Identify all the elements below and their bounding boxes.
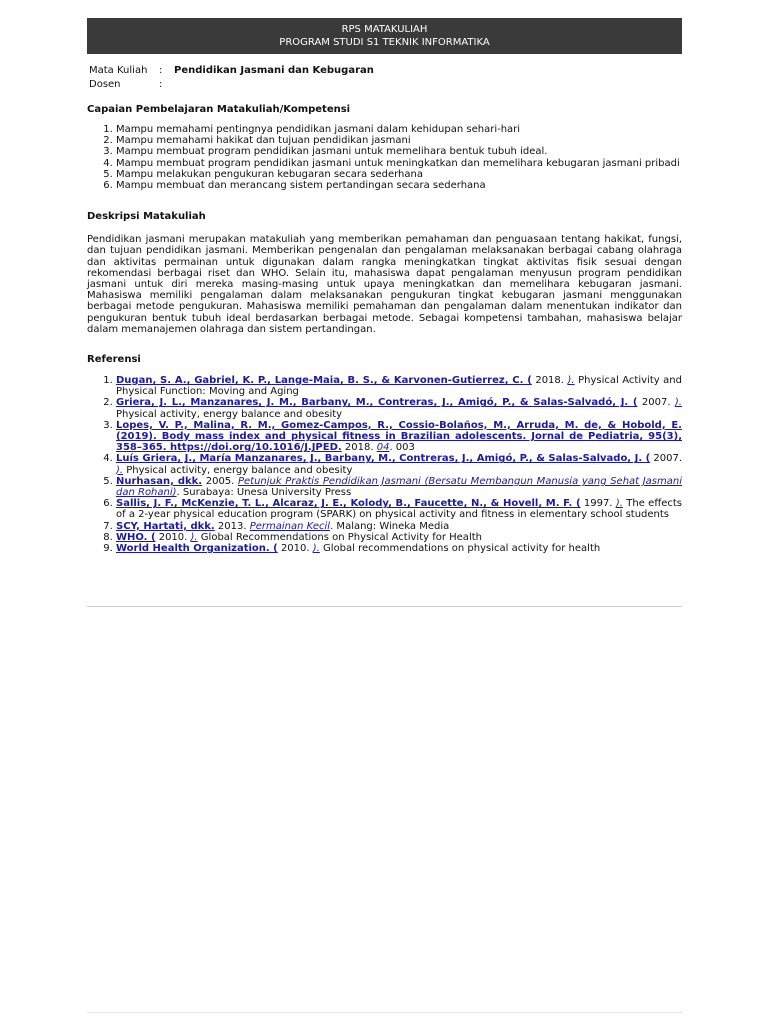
reference-year: 2005. <box>202 475 238 487</box>
reference-year: 2010. <box>155 531 191 543</box>
reference-author-link[interactable]: SCY, Hartati, dkk. <box>116 520 215 532</box>
reference-author-link[interactable]: World Health Organization. ( <box>116 543 278 555</box>
list-item: 4. Mampu membuat program pendidikan jasmani untuk meningkatkan dan memelihara kebugaran jasmani pribadi <box>116 158 682 169</box>
document-page <box>87 18 682 554</box>
referensi-heading: Referensi <box>87 354 141 366</box>
reference-author-link[interactable]: Luís Griera, J., María Manzanares, J., Barbany, M., Contreras, J., Amigó, P., & Salas-Salvado, J. ( <box>116 453 651 465</box>
reference-year: 2007. <box>650 453 682 465</box>
list-item: 2. Mampu memahami hakikat dan tujuan pendidikan jasmani <box>116 135 682 146</box>
reference-year: 2018. <box>341 442 377 454</box>
deskripsi-text: Pendidikan jasmani merupakan matakuliah yang memberikan pemahaman dan penguasaan tentang hakikat, fungsi, dan tujuan pendidikan jasmani. Memberikan pengenalan dan pengalaman melaksanakan berbagai cabang olahraga dan aktivitas permainan untuk digunakan dalam rangka meningkatkan tingkat aktivitas fisik sesuai dengan rekomendasi berbagai riset dan WHO. Selain itu, mahasiswa dapat pengalaman menyusun program pendidikan jasmani untuk diri mereka masing-masing untuk upaya meningkatkan dan memelihara kebugaran jasmani. Mahasiswa memiliki pengalaman dalam melaksanakan pengukuran tingkat kebugaran jasmani menggunakan berbagai metode pengukuran. Mahasiswa memiliki pemahaman dan pengalaman dalam menentukan indikator dan pengukuran bentuk tubuh ideal berdasarkan berbagai metode. Sebagai kompetensi tambahan, mahasiswa belajar dalam memanajemen olahraga dan sistem pertandingan. <box>87 234 682 335</box>
reference-item <box>116 420 682 454</box>
list-item: 3. Mampu membuat program pendidikan jasmani untuk memelihara bentuk tubuh ideal. <box>116 146 682 157</box>
list-item: 5. Mampu melakukan pengukuran kebugaran secara sederhana <box>116 169 682 180</box>
list-item: 1. Mampu memahami pentingnya pendidikan jasmani dalam kehidupan sehari-hari <box>116 124 682 135</box>
reference-year: 2013. <box>214 520 250 532</box>
course-row <box>87 64 682 78</box>
reference-title-link[interactable]: 04 <box>376 442 390 454</box>
reference-item <box>116 543 682 554</box>
capaian-heading: Capaian Pembelajaran Matakuliah/Kompetensi <box>87 104 351 115</box>
reference-year: 2010. <box>277 543 313 555</box>
reference-title: . Malang: Wineka Media <box>330 520 450 532</box>
reference-author-link[interactable]: WHO. ( <box>116 531 156 543</box>
course-value: Pendidikan Jasmani dan Kebugaran <box>174 65 374 76</box>
reference-title-link[interactable]: ). <box>567 375 575 387</box>
capaian-list <box>87 124 682 191</box>
reference-year: 2007. <box>637 397 675 409</box>
deskripsi-heading: Deskripsi Matakuliah <box>87 211 206 223</box>
reference-title-link[interactable]: ). <box>190 531 198 543</box>
document-header <box>87 18 682 54</box>
divider <box>87 606 682 607</box>
reference-title: . 003 <box>389 442 415 454</box>
reference-title-link[interactable]: ). <box>674 397 682 409</box>
referensi-list <box>87 375 682 554</box>
header-subtitle: PROGRAM STUDI S1 TEKNIK INFORMATIKA <box>279 37 490 48</box>
reference-item <box>116 532 682 543</box>
reference-title-link[interactable]: ). <box>116 464 124 476</box>
reference-author-link[interactable]: Sallis, J. F., McKenzie, T. L., Alcaraz, J. E., Kolody, B., Faucette, N., & Hovell, M. F. ( <box>116 498 581 510</box>
reference-title: Global recommendations on physical activity for health <box>319 543 601 555</box>
course-label: Mata Kuliah <box>89 65 148 76</box>
reference-item <box>116 498 682 520</box>
lecturer-label: Dosen <box>89 79 121 90</box>
reference-title-link[interactable]: Permainan Kecil <box>249 520 331 532</box>
reference-item <box>116 397 682 419</box>
reference-item <box>116 453 682 475</box>
reference-year: 2018. <box>531 375 568 387</box>
reference-title: Global Recommendations on Physical Activity for Health <box>197 531 482 543</box>
reference-title: The effects of a 2-year physical education program (SPARK) on physical activity and fitness in elementary school students <box>116 498 683 521</box>
reference-year: 1997. <box>580 498 616 510</box>
reference-item <box>116 375 682 397</box>
lecturer-row <box>87 78 682 92</box>
course-info <box>87 64 682 92</box>
reference-title: Physical Activity and Physical Function: Moving and Aging <box>116 375 682 398</box>
reference-title-link[interactable]: ). <box>312 543 320 555</box>
list-item: 6. Mampu membuat dan merancang sistem pertandingan secara sederhana <box>116 180 682 191</box>
reference-author-link[interactable]: Dugan, S. A., Gabriel, K. P., Lange-Maia, B. S., & Karvonen-Gutierrez, C. ( <box>116 375 532 387</box>
page-bottom-divider <box>87 1012 682 1013</box>
reference-item <box>116 476 682 498</box>
lecturer-colon: : <box>159 79 163 90</box>
reference-author-link[interactable]: Griera, J. L., Manzanares, J. M., Barbany, M., Contreras, J., Amigó, P., & Salas-Salvadó, J. ( <box>116 397 638 409</box>
reference-item <box>116 521 682 532</box>
reference-title: . Surabaya: Unesa University Press <box>176 487 352 499</box>
reference-title-link[interactable]: Petunjuk Praktis Pendidikan Jasmani (Bersatu Membangun Manusia yang Sehat Jasmani dan Rohani) <box>116 475 682 499</box>
reference-title: Physical activity, energy balance and obesity <box>116 408 343 420</box>
reference-title: Physical activity, energy balance and obesity <box>123 464 353 476</box>
reference-author-link[interactable]: Nurhasan, dkk. <box>116 475 203 487</box>
course-colon: : <box>159 65 163 76</box>
header-title: RPS MATAKULIAH <box>341 24 428 35</box>
reference-author-link[interactable]: Lopes, V. P., Malina, R. M., Gomez-Campos, R., Cossio-Bolaños, M., Arruda, M. de, & Hobold, E. (2019). Body mass index and physical fitness in Brazilian adolescents. Jornal de Pediatria, 95(3), 358–365. https://doi.org/10.1016/J.JPED. <box>116 419 682 454</box>
reference-title-link[interactable]: ). <box>615 498 623 510</box>
